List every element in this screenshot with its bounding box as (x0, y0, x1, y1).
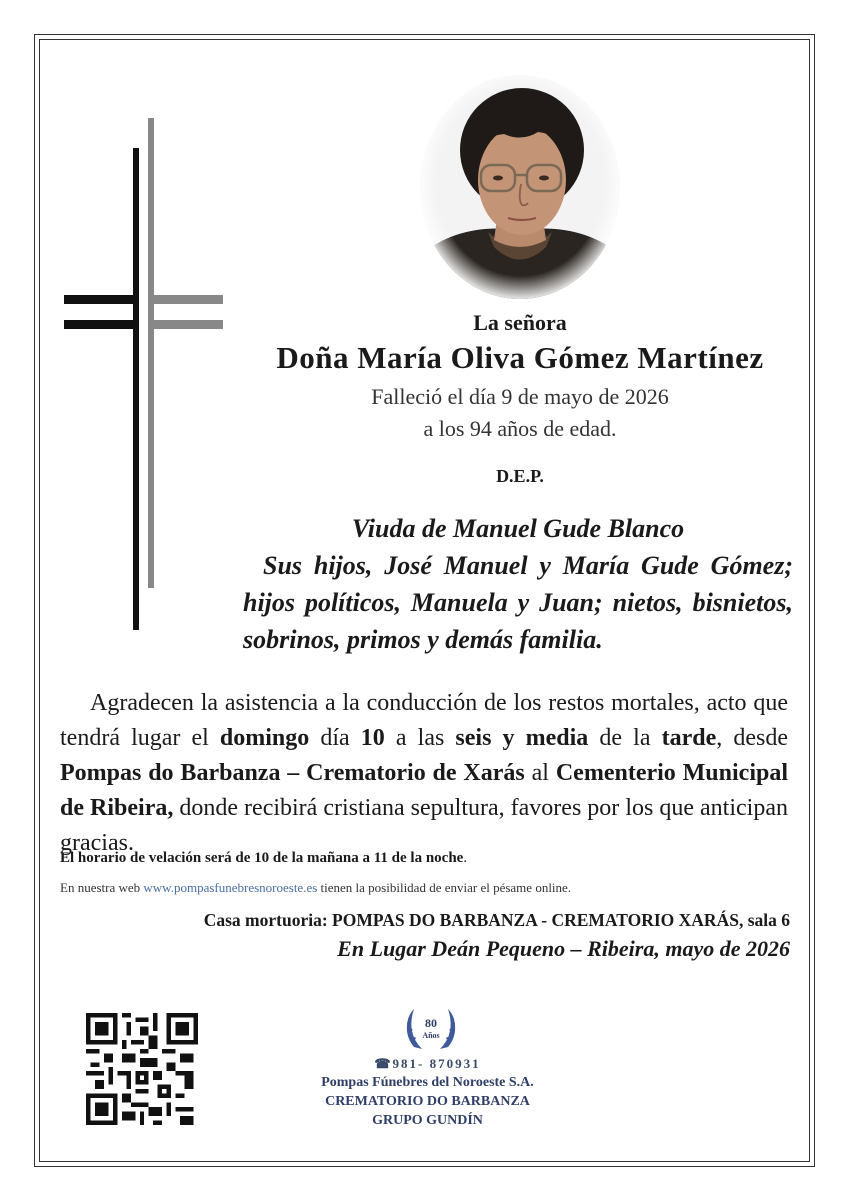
thanks-cemetery: Cementerio Municipal de Ribeira, (60, 760, 789, 821)
thanks-text: donde recibirá cristiana sepultura, favores por los que anticipan gracias. (60, 795, 788, 856)
thanks-text: al (524, 760, 556, 786)
cross-icon (60, 115, 230, 635)
thanks-text: , desde (716, 725, 788, 751)
wake-schedule (60, 850, 467, 867)
thanks-date: 10 (360, 725, 385, 751)
crematorium-name: CREMATORIO DO BARBANZA (325, 1094, 530, 1109)
wake-schedule-period: . (463, 850, 468, 866)
qr-code[interactable] (86, 1013, 198, 1125)
thanks-paragraph (60, 686, 788, 861)
website-link[interactable]: www.pompasfunebresnoroeste.es (143, 880, 318, 895)
relatives-text: Sus hijos, José Manuel y María Gude Gómez; hijos políticos, Manuela y Juan; nietos, bisnietos, sobrinos, primos y demás familia. (243, 551, 793, 654)
web-text: En nuestra web (60, 880, 144, 895)
rip-text: D.E.P. (496, 466, 544, 486)
family-block (243, 510, 793, 658)
thanks-day: domingo (219, 725, 310, 751)
thanks-text: día (309, 725, 361, 751)
funeral-home-label: Casa mortuoria: (203, 910, 328, 930)
company-name: Pompas Fúnebres del Noroeste S.A. (321, 1075, 534, 1090)
wake-schedule-text: El horario de velación será de 10 de la mañana a 11 de la noche (60, 850, 464, 866)
company-info (290, 1073, 565, 1130)
deceased-photo (418, 72, 623, 302)
intro-text: La señora (473, 310, 567, 335)
thanks-period: tarde (661, 725, 717, 751)
logo-years: Años (422, 1031, 440, 1040)
logo-number: 80 (425, 1016, 437, 1030)
deceased-name: Doña María Oliva Gómez Martínez (276, 340, 764, 375)
age-text: a los 94 años de edad. (423, 416, 617, 441)
thanks-time: seis y media (455, 725, 589, 751)
web-text: tienen la posibilidad de enviar el pésame online. (317, 880, 572, 895)
thanks-origin: Pompas do Barbanza – Crematorio de Xarás (60, 760, 525, 786)
thanks-text: Agradecen la asistencia a la conducción de los restos mortales, acto que tendrá lugar el (60, 690, 788, 751)
thanks-text: a las (384, 725, 456, 751)
web-notice (60, 880, 571, 896)
funeral-home-value: POMPAS DO BARBANZA - CREMATORIO XARÁS, sala 6 (327, 910, 790, 930)
group-name: GRUPO GUNDÍN (372, 1113, 483, 1128)
thanks-text: de la (588, 725, 662, 751)
death-date: Falleció el día 9 de mayo de 2026 (371, 384, 669, 409)
funeral-home (204, 910, 790, 931)
anniversary-logo (400, 1003, 462, 1053)
widow-line: Viuda de Manuel Gude Blanco (351, 514, 685, 543)
place-date: En Lugar Deán Pequeno – Ribeira, mayo de 2026 (337, 936, 790, 961)
phone-number[interactable]: ☎981- 870931 (374, 1056, 481, 1071)
